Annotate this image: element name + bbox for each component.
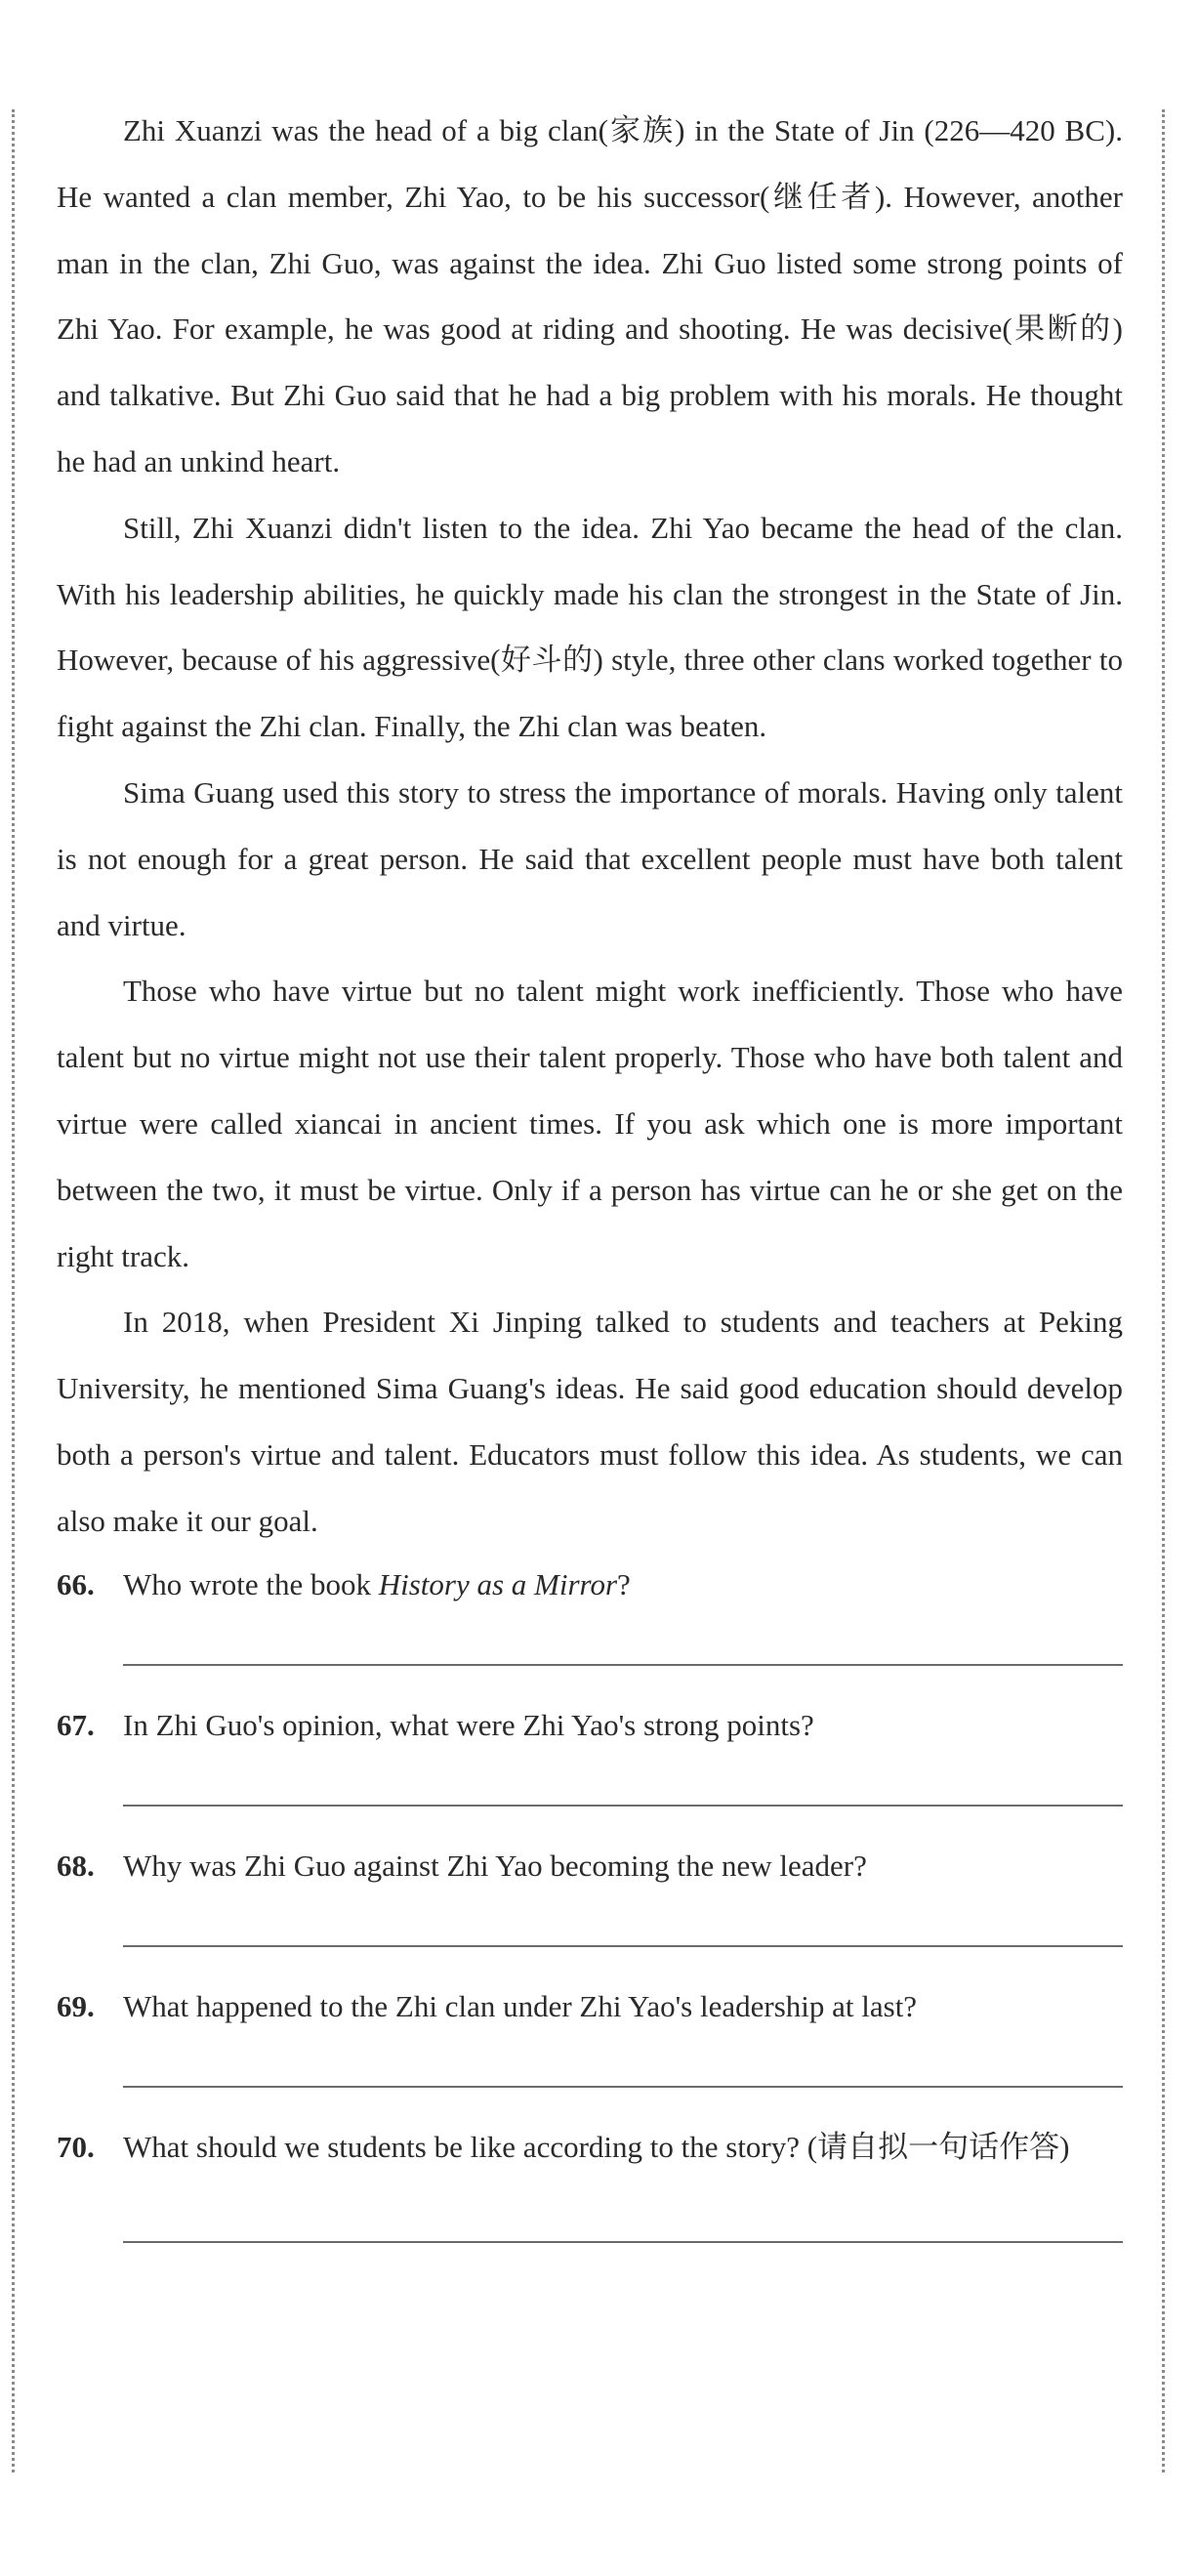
question-text-part: ? bbox=[617, 1566, 631, 1601]
question-number: 66. bbox=[57, 1566, 95, 1601]
book-title: History as a Mirror bbox=[378, 1566, 618, 1601]
question-text-part: Who wrote the book bbox=[123, 1566, 379, 1601]
questions-section bbox=[57, 1555, 1123, 2243]
question-66 bbox=[57, 1555, 1123, 1615]
page-border-right bbox=[1162, 109, 1165, 2472]
paragraph-1: Zhi Xuanzi was the head of a big clan(家族) in the State of Jin (226—420 BC). He wanted a clan member, Zhi Yao, to be his successor(继任者). However, another man in the clan, Zhi Guo, was against the idea. Zhi Guo listed some strong points of Zhi Yao. For example, he was good at riding and shooting. He was decisive(果断的) and talkative. But Zhi Guo said that he had a big problem with his morals. He thought he had an unkind heart. bbox=[57, 113, 1123, 478]
question-number: 67. bbox=[57, 1707, 95, 1742]
question-69 bbox=[57, 1976, 1123, 2037]
paragraph-3: Sima Guang used this story to stress the importance of morals. Having only talent is not enough for a great person. He said that excellent people must have both talent and virtue. bbox=[57, 774, 1123, 942]
question-70 bbox=[57, 2117, 1123, 2178]
question-text: What should we students be like according to the story? (请自拟一句话作答) bbox=[123, 2129, 1070, 2164]
reading-passage bbox=[57, 98, 1123, 2243]
question-text: Why was Zhi Guo against Zhi Yao becoming the new leader? bbox=[123, 1848, 867, 1883]
paragraph-4: Those who have virtue but no talent might work inefficiently. Those who have talent but no virtue might not use their talent properly. Those who have both talent and virtue were called xiancai in ancient times. If you ask which one is more important between the two, it must be virtue. Only if a person has virtue can he or she get on the right track. bbox=[57, 974, 1123, 1273]
question-number: 70. bbox=[57, 2129, 95, 2164]
paragraph-2: Still, Zhi Xuanzi didn't listen to the idea. Zhi Yao became the head of the clan. With his leadership abilities, he quickly made his clan the strongest in the State of Jin. However, because of his aggressive(好斗的) style, three other clans worked together to fight against the Zhi clan. Finally, the Zhi clan was beaten. bbox=[57, 510, 1123, 744]
question-67 bbox=[57, 1695, 1123, 1756]
paragraph-5: In 2018, when President Xi Jinping talked to students and teachers at Peking University, he mentioned Sima Guang's ideas. He said good education should develop both a person's virtue and talent. Educators must follow this idea. As students, we can also make it our goal. bbox=[57, 1305, 1123, 1538]
question-68 bbox=[57, 1836, 1123, 1896]
answer-line-70[interactable] bbox=[123, 2241, 1123, 2243]
question-text: What happened to the Zhi clan under Zhi Yao's leadership at last? bbox=[123, 1988, 918, 2023]
page-border-left bbox=[12, 109, 15, 2472]
question-text bbox=[123, 1567, 631, 1601]
question-text: In Zhi Guo's opinion, what were Zhi Yao's strong points? bbox=[123, 1707, 814, 1742]
question-number: 69. bbox=[57, 1988, 95, 2023]
question-number: 68. bbox=[57, 1848, 95, 1883]
